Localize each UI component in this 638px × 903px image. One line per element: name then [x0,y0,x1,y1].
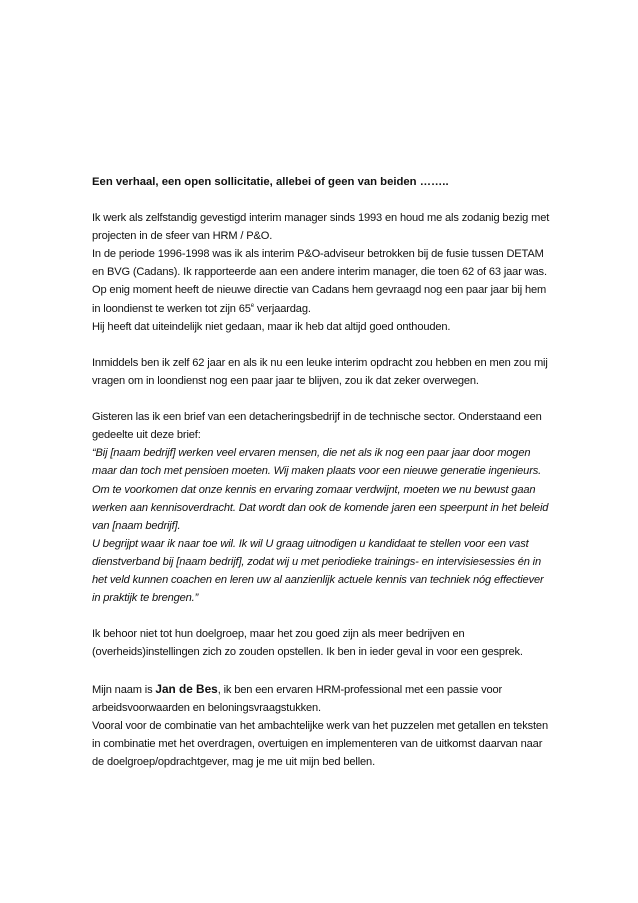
document-body [92,173,572,789]
quote-line: Om te voorkomen dat onze kennis en ervaring zomaar verdwijnt, moeten we nu bewust gaan [92,483,536,496]
paragraph-line: Vooral voor de combinatie van het ambachtelijke werk van het puzzelen met getallen en teksten [92,719,548,732]
paragraph-introduction [92,209,572,336]
quote-line: van [naam bedrijf]. [92,519,181,532]
quote-line: in praktijk te brengen.” [92,592,199,605]
paragraph-line: Ik werk als zelfstandig gevestigd interim manager sinds 1993 en houd me als zodanig bezig met [92,212,550,225]
paragraph-line: vragen om in loondienst nog een paar jaar te blijven, zou ik dat zeker overwegen. [92,374,479,387]
quote-line: werken aan kennisoverdracht. Dat wordt dan ook de komende jaren een speerpunt in het beleid [92,501,549,514]
paragraph-introduction-name [92,680,572,771]
line-text: verjaardag. [253,302,311,315]
quote-line: dienstverband bij [naam bedrijf], zodat wij u met periodieke trainings- en intervisiesessies én in [92,555,542,568]
paragraph-line: projecten in de sfeer van HRM / P&O. [92,230,273,243]
paragraph-line: Op enig moment heeft de nieuwe directie van Cadans hem gevraagd nog een paar jaar bij hem [92,284,547,297]
superscript-ordinal: e [250,302,254,309]
paragraph-line: Hij heeft dat uiteindelijk niet gedaan, maar ik heb dat altijd goed onthouden. [92,320,451,333]
paragraph-line: en BVG (Cadans). Ik rapporteerde aan een andere interim manager, die toen 62 of 63 jaar was. [92,266,547,279]
paragraph-line: (overheids)instellingen zich zo zouden opstellen. Ik ben in ieder geval in voor een gesprek. [92,646,523,659]
line-text: Mijn naam is [92,683,156,696]
quote-line: maar dan toch met pensioen moeten. Wij maken plaats voor een nieuwe generatie ingenieurs. [92,465,542,478]
paragraph-line: arbeidsvoorwaarden en beloningsvraagstukken. [92,701,321,714]
author-name: Jan de Bes [155,681,218,696]
paragraph-line: Ik behoor niet tot hun doelgroep, maar het zou goed zijn als meer bedrijven en [92,628,465,641]
quote-line: “Bij [naam bedrijf] werken veel ervaren mensen, die net als ik nog een paar jaar door mogen [92,447,531,460]
paragraph-current-situation [92,354,572,390]
paragraph-line: In de periode 1996-1998 was ik als interim P&O-adviseur betrokken bij de fusie tussen DETAM [92,248,544,261]
paragraph-letter-intro [92,408,572,444]
paragraph-line: Inmiddels ben ik zelf 62 jaar en als ik nu een leuke interim opdracht zou hebben en men zou mij [92,356,548,369]
paragraph-line: gedeelte uit deze brief: [92,429,201,442]
quote-line: U begrijpt waar ik naar toe wil. Ik wil U graag uitnodigen u kandidaat te stellen voor een vast [92,537,529,550]
paragraph-line: Gisteren las ik een brief van een detacheringsbedrijf in de technische sector. Onderstaand een [92,411,542,424]
paragraph-line [92,680,572,699]
line-text: , ik ben een ervaren HRM-professional met een passie voor [217,683,503,696]
quote-line: het veld kunnen coachen en leren uw al aanzienlijk actuele kennis van techniek nóg effectiever [92,573,544,586]
paragraph-line [92,300,572,318]
paragraph-target-group [92,625,572,661]
letter-quote [92,444,572,607]
paragraph-line: in combinatie met het overdragen, overtuigen en implementeren van de uitkomst daarvan naar [92,737,543,750]
paragraph-line: de doelgroep/opdrachtgever, mag je me uit mijn bed bellen. [92,755,376,768]
line-text: in loondienst te werken tot zijn 65 [92,302,251,315]
document-title: Een verhaal, een open sollicitatie, allebei of geen van beiden …….. [92,176,449,188]
